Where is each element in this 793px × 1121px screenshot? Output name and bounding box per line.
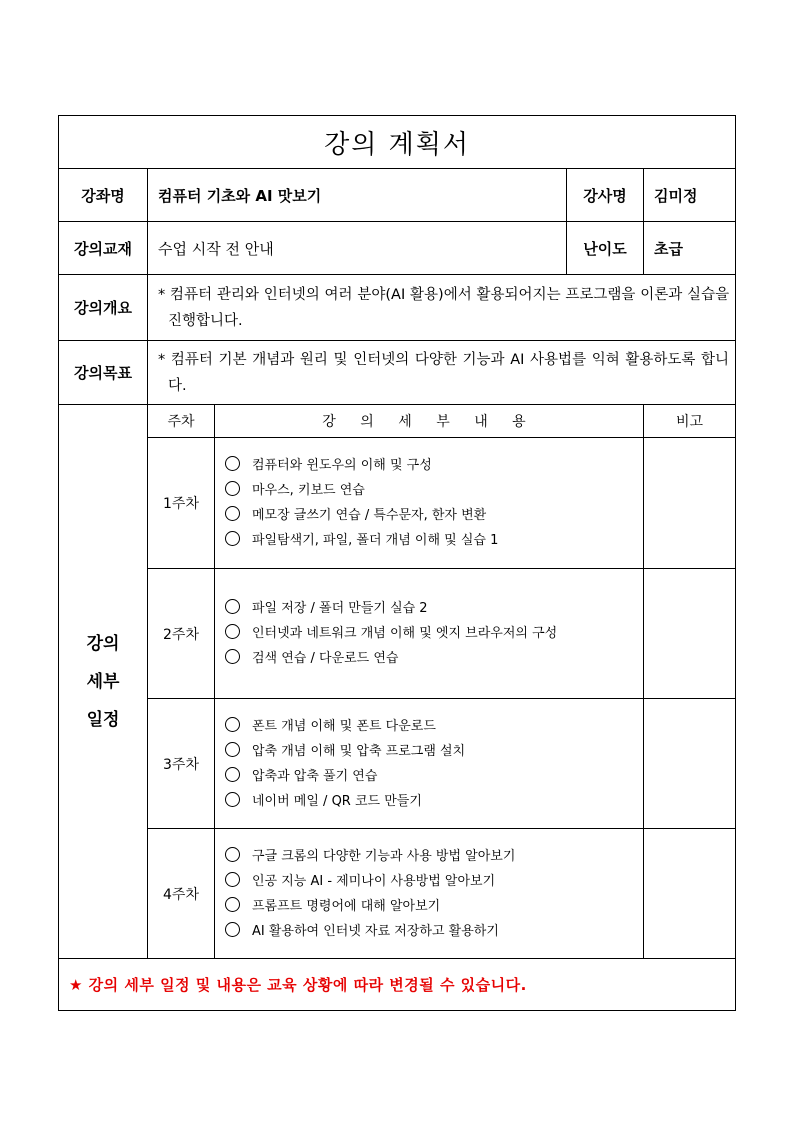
circle-bullet-icon [225, 456, 240, 471]
list-item [223, 844, 635, 869]
list-item [223, 621, 635, 646]
goal-text-cell [148, 341, 736, 405]
course-plan-table [58, 115, 736, 1011]
circle-bullet-icon [225, 897, 240, 912]
schedule-label-line: 강의 [86, 633, 120, 654]
table-row [59, 829, 736, 959]
circle-bullet-icon [225, 624, 240, 639]
goal-text: * 컴퓨터 기본 개념과 원리 및 인터넷의 다양한 기능과 AI 사용법를 익혀 활용하도록 합니다. [158, 351, 730, 394]
list-item-text: AI 활용하여 인터넷 자료 저장하고 활용하기 [252, 923, 499, 939]
circle-bullet-icon [225, 649, 240, 664]
week-label: 2주차 [148, 569, 215, 699]
list-item-text: 압축 개념 이해 및 압축 프로그램 설치 [252, 743, 466, 759]
page-title: 강의 계획서 [59, 116, 736, 169]
list-item [223, 596, 635, 621]
table-row [59, 438, 736, 569]
table-row [59, 699, 736, 829]
list-item-text: 폰트 개념 이해 및 폰트 다운로드 [252, 718, 436, 734]
list-item [223, 714, 635, 739]
course-name-label: 강좌명 [59, 169, 148, 222]
note-cell [644, 829, 736, 959]
list-item [223, 789, 635, 814]
schedule-label-line: 세부 [86, 671, 120, 692]
note-cell [644, 438, 736, 569]
circle-bullet-icon [225, 506, 240, 521]
change-notice: ★ 강의 세부 일정 및 내용은 교육 상황에 따라 변경될 수 있습니다. [59, 959, 736, 1011]
circle-bullet-icon [225, 531, 240, 546]
list-item-text: 검색 연습 / 다운로드 연습 [252, 651, 399, 666]
week-items [215, 699, 644, 829]
schedule-label-line: 일정 [86, 709, 120, 730]
goal-label: 강의목표 [59, 341, 148, 405]
note-cell [644, 699, 736, 829]
textbook-label: 강의교재 [59, 222, 148, 275]
table-row [59, 569, 736, 699]
textbook-value: 수업 시작 전 안내 [148, 222, 567, 275]
circle-bullet-icon [225, 847, 240, 862]
list-item [223, 478, 635, 503]
list-item [223, 453, 635, 478]
difficulty-label: 난이도 [567, 222, 644, 275]
list-item [223, 503, 635, 528]
list-item [223, 528, 635, 553]
circle-bullet-icon [225, 872, 240, 887]
course-name-value: 컴퓨터 기초와 AI 맛보기 [148, 169, 567, 222]
overview-label: 강의개요 [59, 275, 148, 341]
week-label: 1주차 [148, 438, 215, 569]
week-items [215, 438, 644, 569]
instructor-value: 김미정 [644, 169, 736, 222]
list-item-text: 압축과 압축 풀기 연습 [252, 768, 378, 784]
list-item [223, 646, 635, 671]
overview-text-cell [148, 275, 736, 341]
week-items [215, 829, 644, 959]
note-cell [644, 569, 736, 699]
list-item-text: 프롬프트 명령어에 대해 알아보기 [252, 898, 441, 914]
overview-text: * 컴퓨터 관리와 인터넷의 여러 분야(AI 활용)에서 활용되어지는 프로그램을 이론과 실습을 진행합니다. [158, 286, 730, 329]
circle-bullet-icon [225, 922, 240, 937]
schedule-label [59, 405, 148, 959]
list-item-text: 마우스, 키보드 연습 [252, 483, 365, 498]
week-header: 주차 [148, 405, 215, 438]
circle-bullet-icon [225, 599, 240, 614]
list-item-text: 인공 지능 AI - 제미나이 사용방법 알아보기 [252, 873, 496, 889]
note-header: 비고 [644, 405, 736, 438]
list-item [223, 869, 635, 894]
circle-bullet-icon [225, 717, 240, 732]
list-item-text: 구글 크롬의 다양한 기능과 사용 방법 알아보기 [252, 848, 516, 864]
week-items [215, 569, 644, 699]
list-item [223, 919, 635, 944]
week-label: 4주차 [148, 829, 215, 959]
circle-bullet-icon [225, 742, 240, 757]
circle-bullet-icon [225, 481, 240, 496]
list-item-text: 메모장 글쓰기 연습 / 특수문자, 한자 변환 [252, 508, 487, 523]
list-item-text: 파일 저장 / 폴더 만들기 실습 2 [252, 601, 428, 616]
list-item-text: 인터넷과 네트워크 개념 이해 및 엣지 브라우저의 구성 [252, 626, 558, 641]
content-header: 강 의 세 부 내 용 [215, 405, 644, 438]
list-item-text: 네이버 메일 / QR 코드 만들기 [252, 793, 422, 809]
list-item-text: 파일탐색기, 파일, 폴더 개념 이해 및 실습 1 [252, 533, 499, 548]
list-item-text: 컴퓨터와 윈도우의 이해 및 구성 [252, 458, 432, 473]
list-item [223, 894, 635, 919]
list-item [223, 764, 635, 789]
circle-bullet-icon [225, 767, 240, 782]
difficulty-value: 초급 [644, 222, 736, 275]
week-label: 3주차 [148, 699, 215, 829]
circle-bullet-icon [225, 792, 240, 807]
list-item [223, 739, 635, 764]
instructor-label: 강사명 [567, 169, 644, 222]
